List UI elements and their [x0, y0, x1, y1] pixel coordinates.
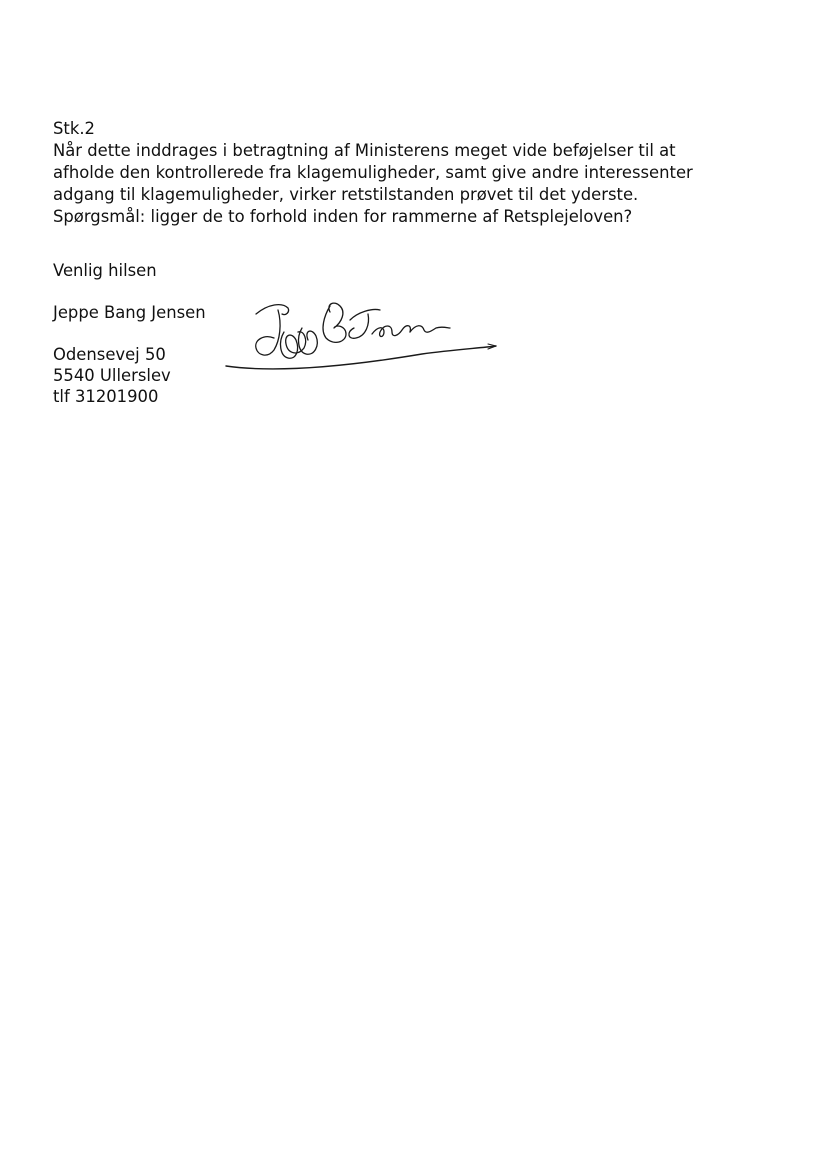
address-city: 5540 Ullerslev [53, 366, 171, 385]
body-line: afholde den kontrollerede fra klagemuligheder, samt give andre interessenter [53, 163, 693, 182]
sender-address [53, 344, 171, 407]
body-line: Spørgsmål: ligger de to forhold inden for rammerne af Retsplejeloven? [53, 207, 633, 226]
body-line: adgang til klagemuligheder, virker retstilstanden prøvet til det yderste. [53, 185, 639, 204]
closing-greeting: Venlig hilsen [53, 261, 157, 280]
sender-name: Jeppe Bang Jensen [53, 303, 206, 322]
address-street: Odensevej 50 [53, 345, 166, 364]
handwritten-signature-icon [222, 294, 502, 378]
body-line: Når dette inddrages i betragtning af Ministerens meget vide beføjelser til at [53, 141, 676, 160]
address-phone: tlf 31201900 [53, 387, 159, 406]
section-heading: Stk.2 [53, 119, 95, 138]
letter-body [53, 118, 693, 228]
